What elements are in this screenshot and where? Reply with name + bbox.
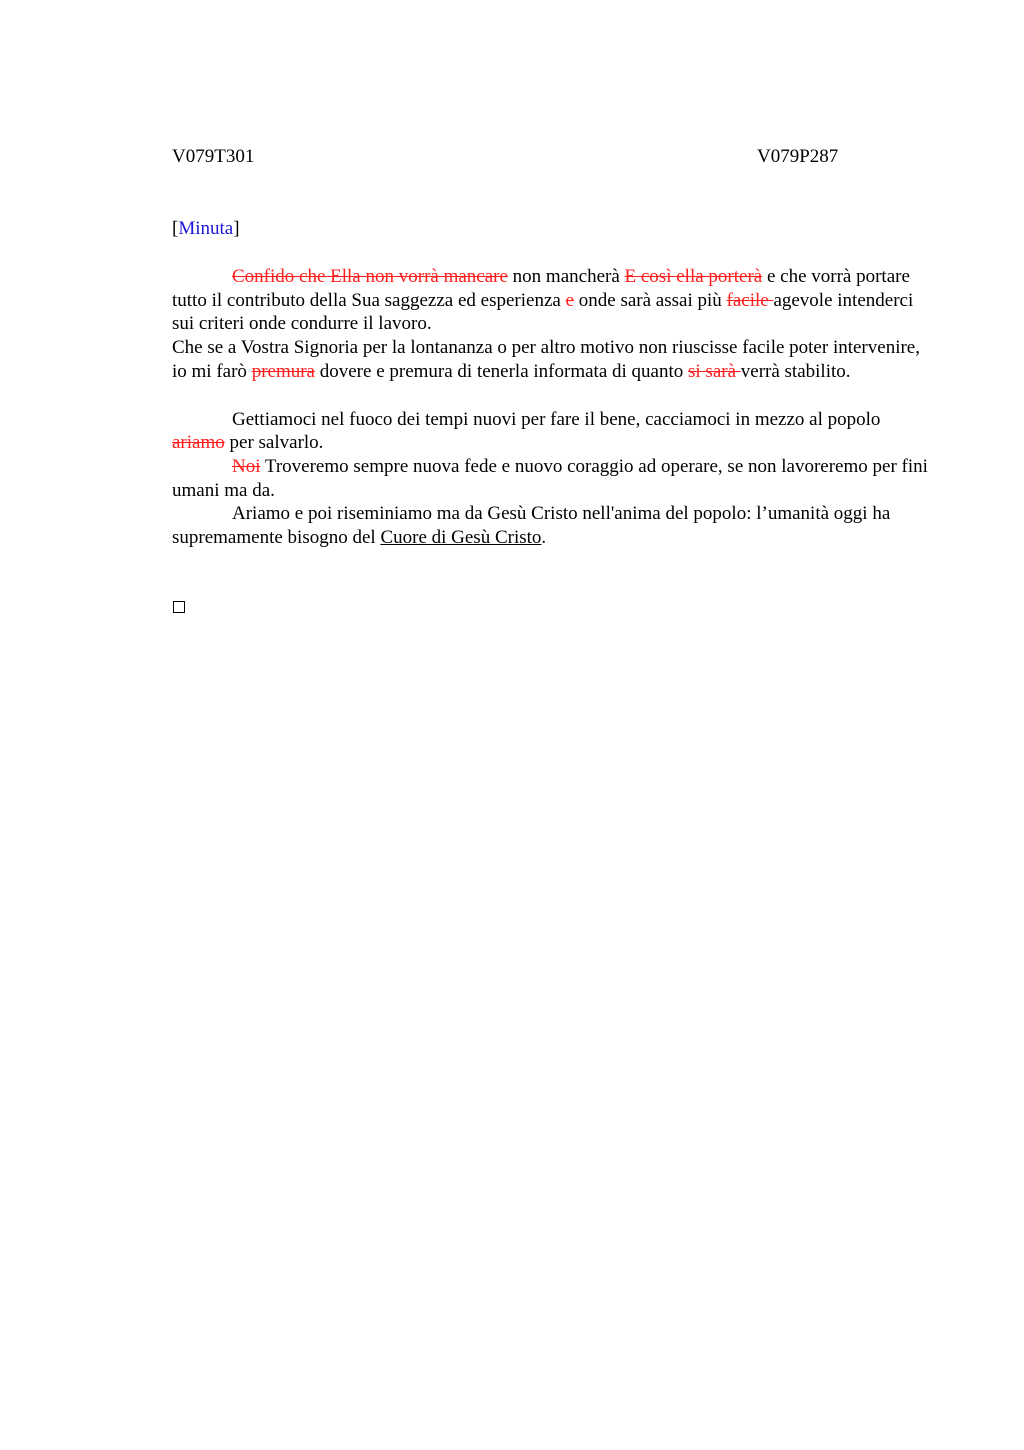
paragraph-text: Ariamo e poi riseminiamo ma da Gesù Cristo nell'anima del popolo: l’umanità oggi ha supremamente bisogno del: [172, 503, 891, 549]
underlined-text: Cuore di Gesù Cristo: [380, 527, 542, 549]
paragraph-text: agevole intenderci sui criteri onde condurre il lavoro.: [172, 289, 914, 335]
letter-body: [172, 265, 932, 550]
end-box-icon: [173, 601, 185, 613]
minuta-close-bracket: ]: [233, 218, 240, 239]
paragraph-text: Troveremo sempre nuova fede e nuovo coraggio ad operare, se non lavoreremo per fini umani ma da.: [172, 455, 928, 501]
paragraph-3: [172, 408, 932, 455]
paragraph-1: [172, 265, 932, 336]
deleted-text: E così ella porterà: [624, 266, 763, 287]
paragraph-text: non mancherà: [507, 266, 625, 287]
paragraph-text: Gettiamoci nel fuoco dei tempi nuovi per fare il bene, cacciamoci in mezzo al popolo: [232, 408, 881, 430]
paragraph-4: [172, 455, 932, 502]
deleted-text: ariamo: [172, 432, 225, 454]
deleted-text: Noi: [232, 455, 261, 477]
paragraph-5: [172, 502, 932, 549]
paragraph-text: .: [541, 527, 547, 549]
document-header: [172, 146, 932, 170]
paragraph-text: dovere e premura di tenerla informata di quanto: [315, 360, 688, 382]
deleted-text: si sarà: [688, 360, 741, 382]
deleted-text: e: [565, 289, 575, 311]
deleted-text: facile: [726, 289, 774, 311]
paragraph-text: onde sarà assai più: [574, 289, 727, 311]
minuta-open-bracket: [: [172, 218, 179, 239]
minuta-label: [172, 218, 240, 240]
paragraph-text: verrà stabilito.: [740, 360, 851, 382]
paragraph-text: e che vorrà portare tutto il contributo della Sua saggezza ed esperienza: [172, 266, 910, 311]
paragraph-text: per salvarlo.: [224, 432, 324, 454]
paragraph-text: Che se a Vostra Signoria per la lontananza o per altro motivo non riuscisse facile poter intervenire, io mi farò: [172, 337, 920, 382]
document-code-left: V079T301: [172, 146, 255, 167]
deleted-text: premura: [251, 360, 315, 382]
document-code-right: V079P287: [757, 146, 839, 167]
paragraph-gap: [172, 384, 932, 408]
paragraph-2: [172, 336, 932, 383]
deleted-text: Confido che Ella non vorrà mancare: [232, 266, 508, 287]
minuta-word: Minuta: [178, 218, 234, 239]
